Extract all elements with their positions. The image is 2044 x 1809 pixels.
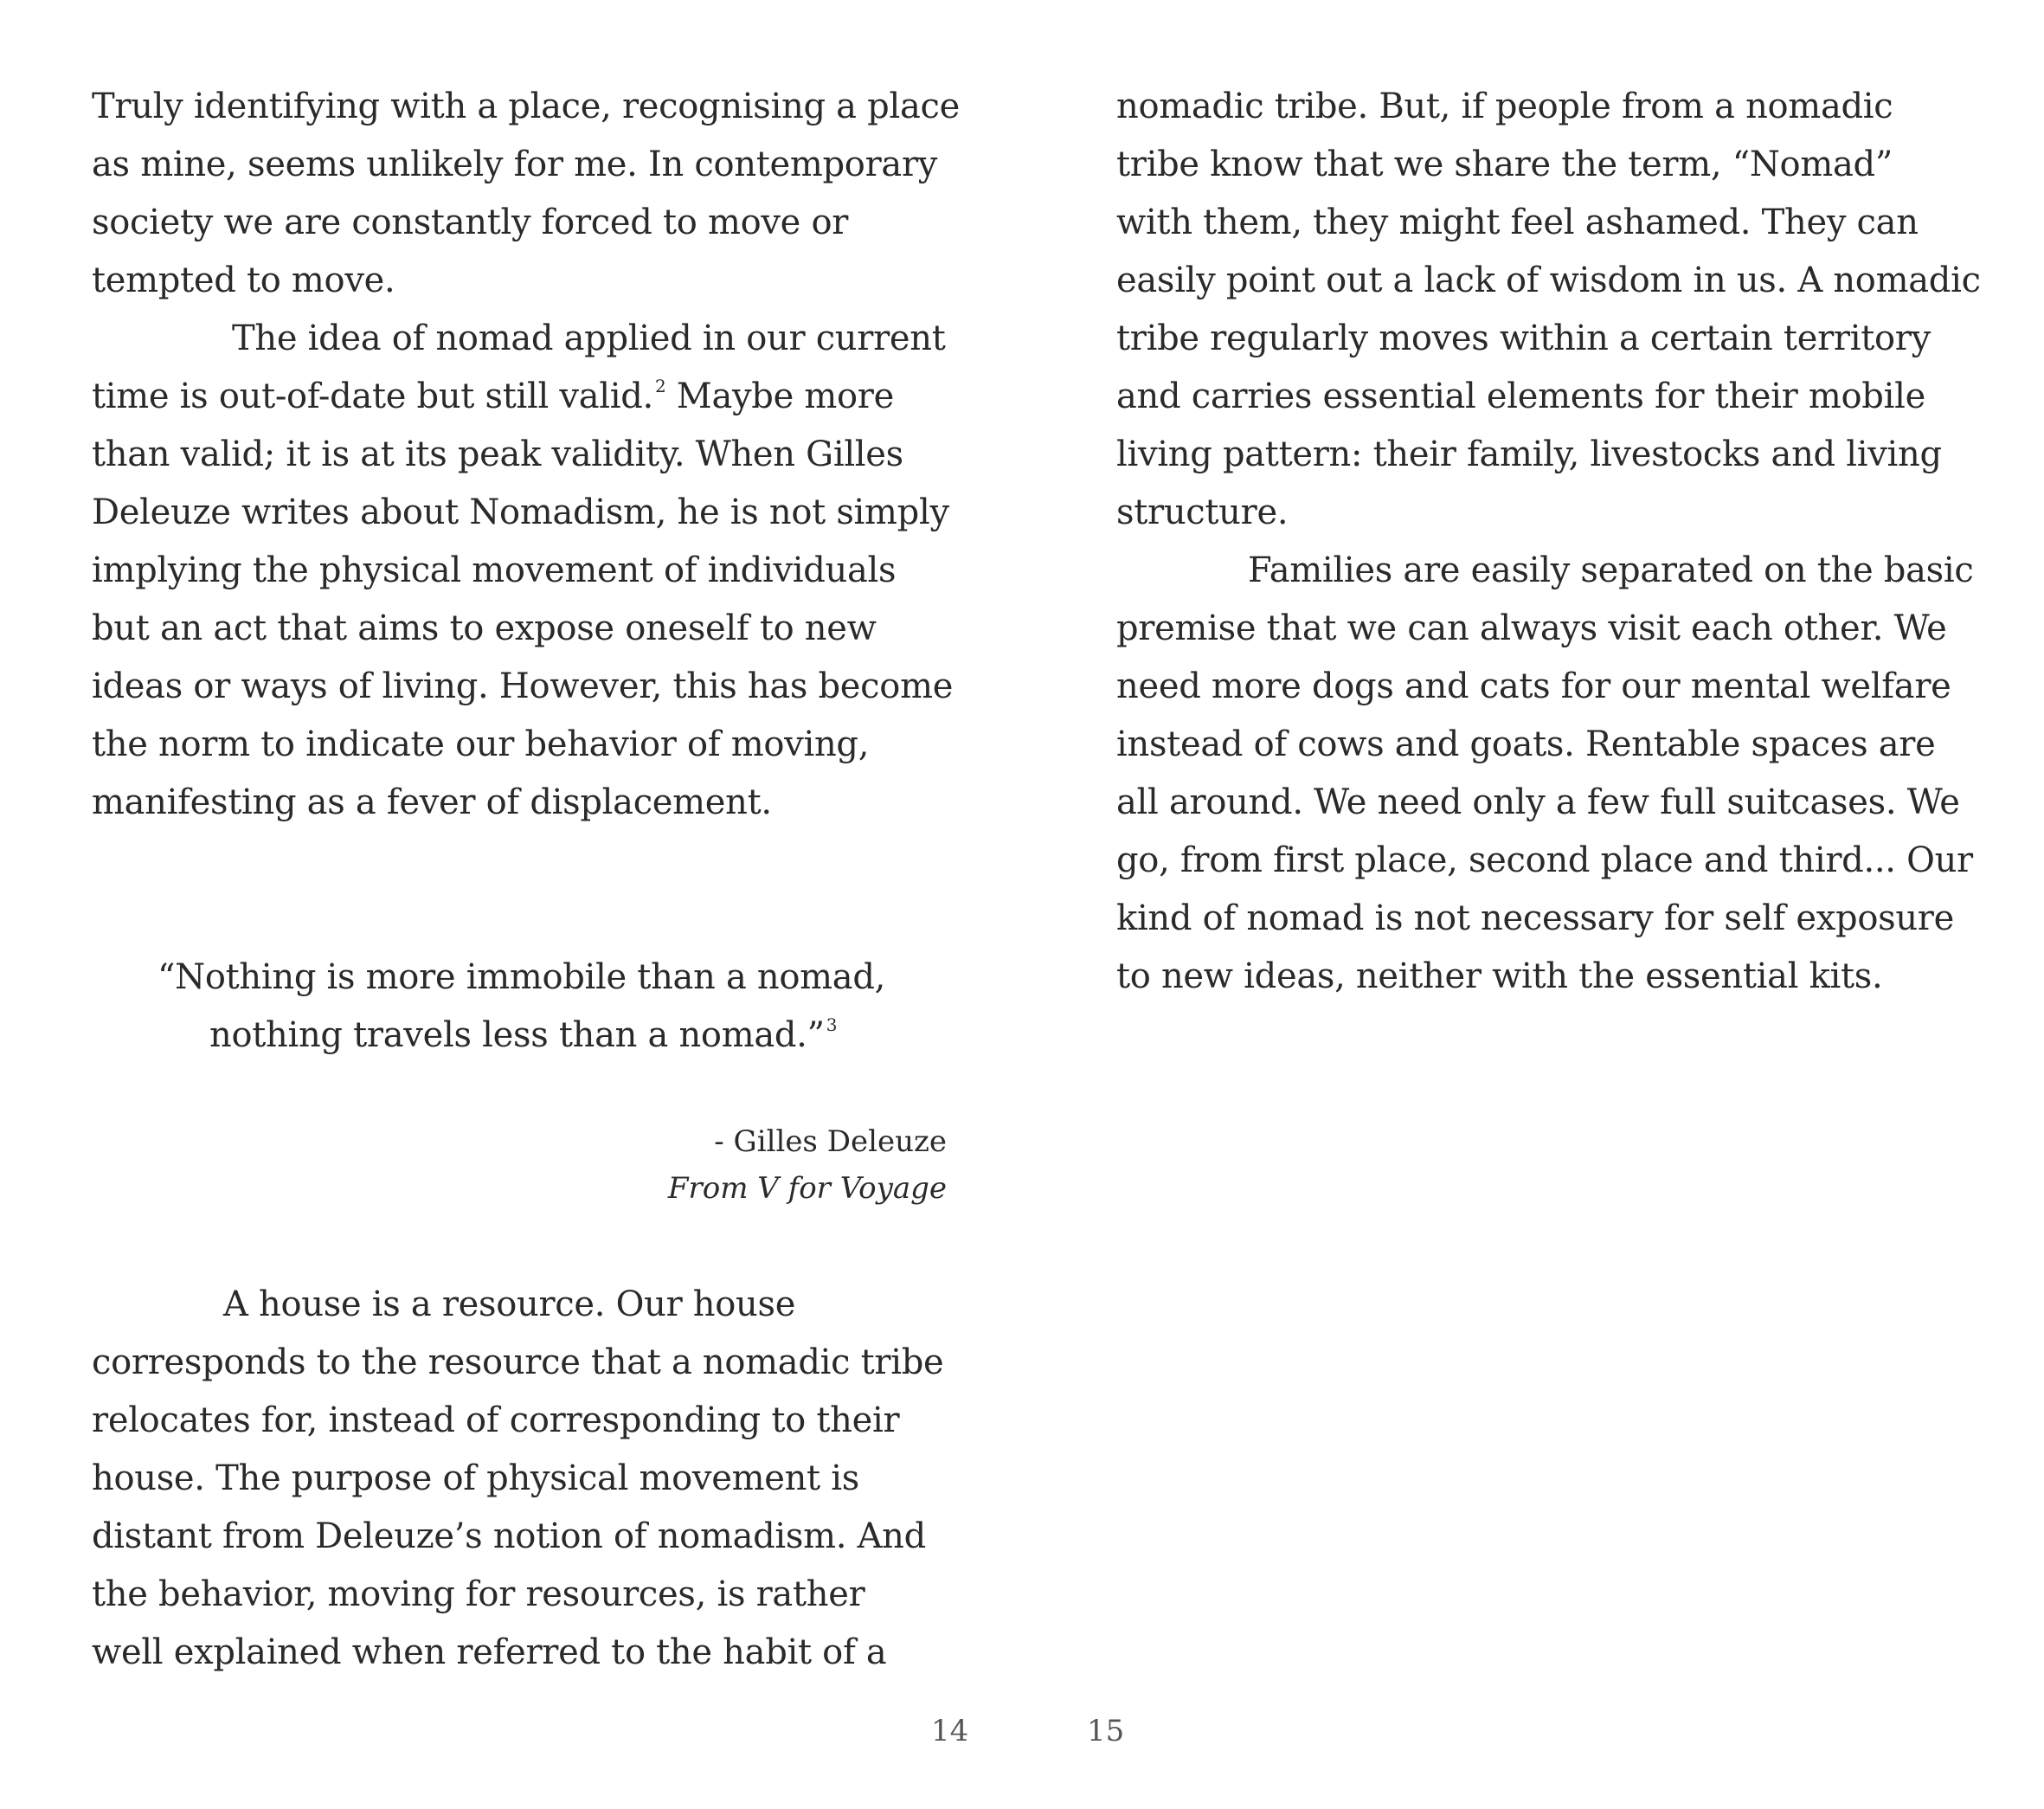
text-line: Maybe more: [665, 377, 895, 416]
quote-line: “Nothing is more immobile than a nomad,: [157, 957, 886, 997]
text-line: relocates for, instead of corresponding to their: [92, 1400, 900, 1440]
footnote-marker: 2: [654, 376, 666, 396]
text-line: corresponds to the resource that a nomadic tribe: [92, 1342, 944, 1382]
text-line: need more dogs and cats for our mental welfare: [1116, 666, 1951, 706]
text-line: all around. We need only a few full suitcases. We: [1116, 782, 1960, 822]
text-line: go, from first place, second place and third... Our: [1116, 840, 1973, 880]
text-line: to new ideas, neither with the essential kits.: [1116, 956, 1883, 996]
text-line: structure.: [1116, 492, 1289, 532]
text-line: A house is a resource. Our house: [223, 1284, 796, 1324]
text-line: well explained when referred to the habit of a: [92, 1632, 887, 1672]
text-line: premise that we can always visit each other. We: [1116, 608, 1947, 648]
text-line: time is out-of-date but still valid.: [92, 377, 653, 416]
text-line: Truly identifying with a place, recognising a place: [92, 87, 960, 126]
text-line: The idea of nomad applied in our current: [232, 319, 946, 358]
text-line: tribe know that we share the term, “Nomad”: [1116, 145, 1893, 184]
footnote-marker: 3: [826, 1014, 838, 1035]
text-line: than valid; it is at its peak validity. When Gilles: [92, 435, 903, 474]
text-line: the behavior, moving for resources, is rather: [92, 1574, 865, 1614]
text-line: Families are easily separated on the basic: [1248, 550, 1974, 590]
text-line: house. The purpose of physical movement is: [92, 1458, 859, 1498]
text-line: distant from Deleuze’s notion of nomadism. And: [92, 1516, 926, 1556]
quote-line-with-footnote: [209, 1007, 837, 1064]
text-line: easily point out a lack of wisdom in us. A nomadic: [1116, 261, 1981, 300]
text-line: but an act that aims to expose oneself to new: [92, 608, 877, 648]
text-line: instead of cows and goats. Rentable spaces are: [1116, 724, 1936, 764]
text-line: ideas or ways of living. However, this has become: [92, 666, 954, 706]
text-line-with-footnote: [92, 368, 894, 425]
quote-author: - Gilles Deleuze: [714, 1124, 947, 1159]
text-line: as mine, seems unlikely for me. In contemporary: [92, 145, 938, 184]
quote-line: nothing travels less than a nomad.”: [209, 1015, 825, 1055]
text-line: Deleuze writes about Nomadism, he is not simply: [92, 492, 949, 532]
text-line: and carries essential elements for their mobile: [1116, 377, 1925, 416]
text-line: with them, they might feel ashamed. They can: [1116, 203, 1919, 242]
text-line: kind of nomad is not necessary for self exposure: [1116, 898, 1955, 938]
page-number-right: 15: [1087, 1714, 1125, 1748]
page-number-left: 14: [931, 1714, 969, 1748]
text-line: nomadic tribe. But, if people from a nomadic: [1116, 87, 1893, 126]
text-line: tempted to move.: [92, 261, 395, 300]
text-line: the norm to indicate our behavior of moving,: [92, 724, 870, 764]
text-line: society we are constantly forced to move or: [92, 203, 849, 242]
text-line: tribe regularly moves within a certain territory: [1116, 319, 1931, 358]
quote-source: From V for Voyage: [667, 1171, 947, 1206]
text-line: manifesting as a fever of displacement.: [92, 782, 772, 822]
text-line: implying the physical movement of individuals: [92, 550, 897, 590]
text-line: living pattern: their family, livestocks and living: [1116, 435, 1942, 474]
